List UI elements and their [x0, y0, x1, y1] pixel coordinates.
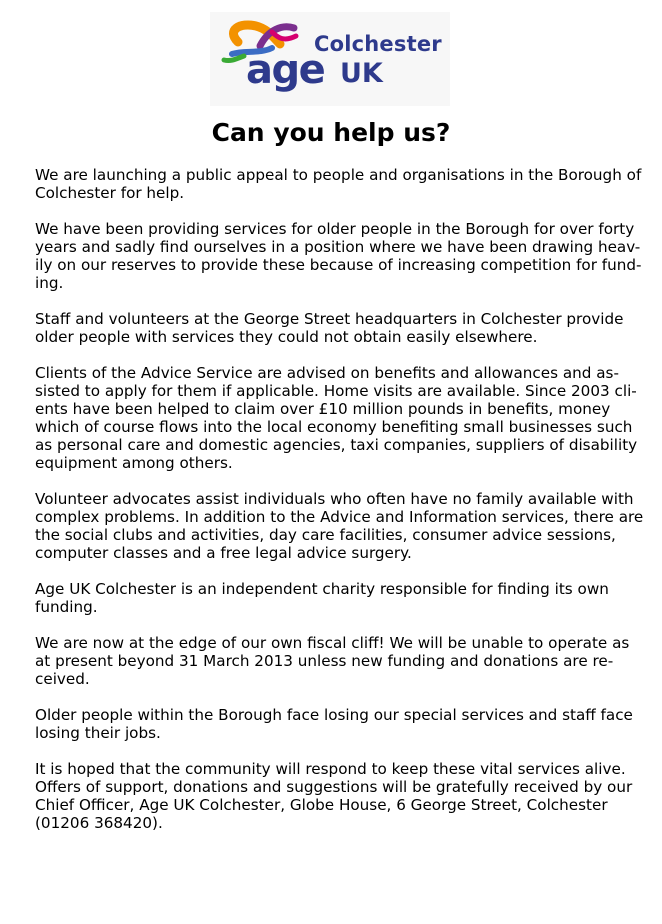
page-title: Can you help us?: [211, 118, 451, 147]
paragraph-losing-services: Older people within the Borough face losing our special services and staff face losing their jobs.: [35, 706, 633, 742]
paragraph-appeal-intro: We are launching a public appeal to people and organisations in the Borough of Colchester for help.: [35, 166, 642, 202]
logo-location-text: Colchester: [314, 32, 442, 56]
paragraph-staff-volunteers: Staff and volunteers at the George Street headquarters in Colchester provide older people with services they could not obtain easily elsewhere.: [35, 310, 624, 346]
paragraph-independent-charity: Age UK Colchester is an independent charity responsible for finding its own funding.: [35, 580, 609, 616]
paragraph-fiscal-cliff: We are now at the edge of our own fiscal cliff! We will be unable to operate as at present beyond 31 March 2013 unless new funding and donations are re- ceived.: [35, 634, 630, 688]
appeal-body: [35, 166, 645, 850]
paragraph-service-history: We have been providing services for older people in the Borough for over forty years and sadly find ourselves in a position where we have been drawing heav- ily on our reserves to provide these because of increasing competition for fund- ing.: [35, 220, 642, 292]
logo-uk-text: UK: [340, 58, 383, 89]
paragraph-advice-service: Clients of the Advice Service are advised on benefits and allowances and as- sisted to apply for them if applicable. Home visits are available. Since 2003 cli- ents have been helped to claim over £10 million pounds in benefits, money which of course flows into the local economy benefiting small businesses such as personal care and domestic agencies, taxi companies, suppliers of disability equipment among others.: [35, 364, 638, 472]
paragraph-contact-details: It is hoped that the community will respond to keep these vital services alive. Offers of support, donations and suggestions will be gratefully received by our Chief Officer, Age UK Colchester, Globe House, 6 George Street, Colchester (01206 368420).: [35, 760, 633, 832]
age-uk-colchester-logo: [210, 12, 450, 106]
paragraph-volunteer-advocates: Volunteer advocates assist individuals who often have no family available with complex problems. In addition to the Advice and Information services, there are the social clubs and activities, day care facilities, consumer advice sessions, computer classes and a free legal advice surgery.: [35, 490, 644, 562]
logo-age-text: age: [246, 47, 325, 93]
